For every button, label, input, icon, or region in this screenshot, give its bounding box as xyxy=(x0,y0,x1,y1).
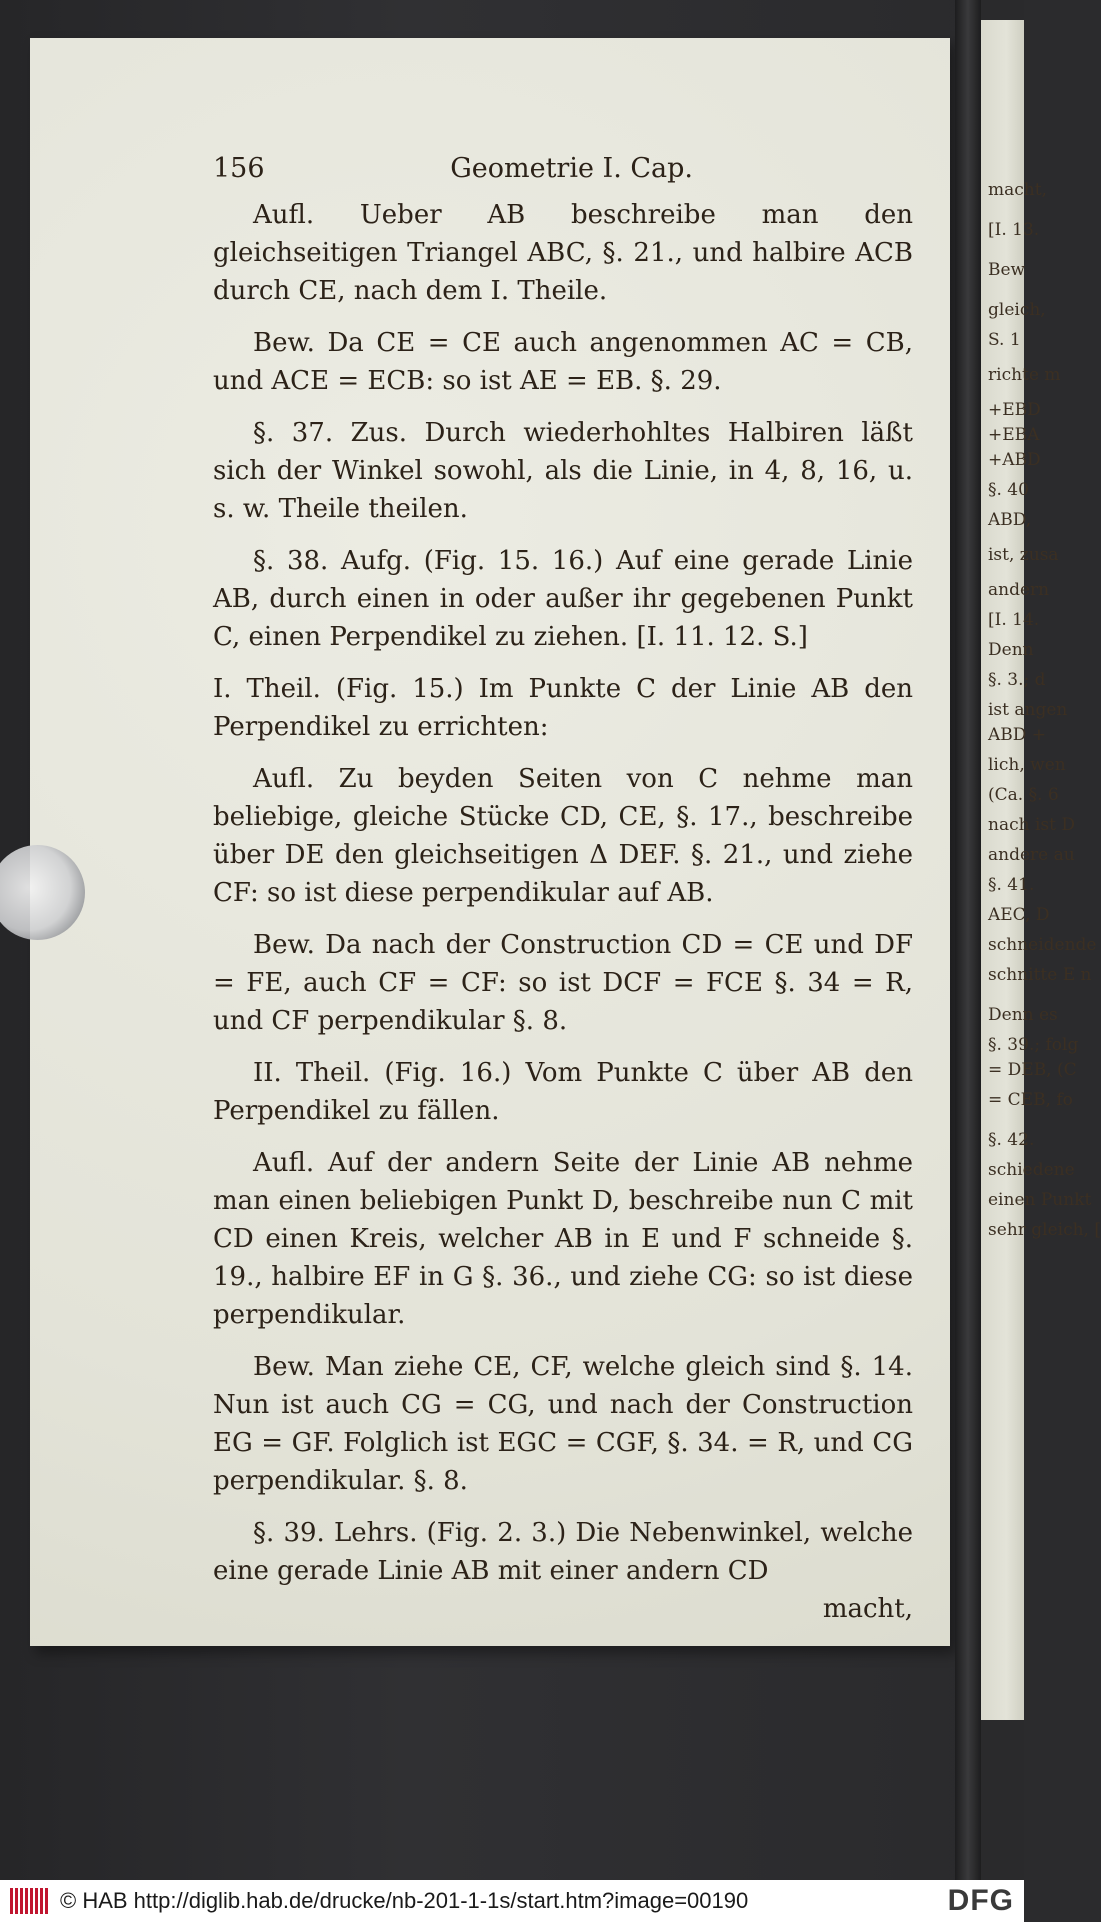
right-page-fragment: andere au xyxy=(988,845,1075,865)
paragraph: Bew. Man ziehe CE, CF, welche gleich sind §. 14. Nun ist auch CG = CG, und nach der Construction EG = GF. Folglich ist EGC = CGF, §. 34. = R, und CG perpendikular. §. 8. xyxy=(213,1352,913,1496)
right-page-fragment: einen Punkt xyxy=(988,1190,1092,1210)
right-page-fragment: richte m xyxy=(988,365,1061,385)
footer-left xyxy=(10,1888,748,1914)
right-page-fragment: lich, wen xyxy=(988,755,1066,775)
dfg-logo: DFG xyxy=(947,1884,1014,1917)
right-page-fragment: schneidende xyxy=(988,935,1097,955)
right-page-fragment: sehr gleich, [ xyxy=(988,1220,1101,1240)
page-number: 156 xyxy=(213,153,265,184)
page-content xyxy=(213,150,913,1628)
right-page-fragment: nach ist D xyxy=(988,815,1075,835)
paragraph: II. Theil. (Fig. 16.) Vom Punkte C über AB den Perpendikel zu fällen. xyxy=(213,1058,913,1126)
page-header xyxy=(213,150,693,188)
right-page-fragment: Bew xyxy=(988,260,1026,280)
right-page-fragment: +EBD xyxy=(988,400,1041,420)
right-page-fragment: = DEB, (C xyxy=(988,1060,1077,1080)
right-page-fragment: §. 41. xyxy=(988,875,1035,895)
right-page-fragment: §. 40 xyxy=(988,480,1029,500)
right-page-fragment: schiedene xyxy=(988,1160,1075,1180)
right-page-fragment: §. 42. xyxy=(988,1130,1035,1150)
right-page-fragment: [I. 14. xyxy=(988,610,1040,630)
right-page-fragment: = CEB, fo xyxy=(988,1090,1073,1110)
footer-citation[interactable]: © HAB http://diglib.hab.de/drucke/nb-201-1-1s/start.htm?image=00190 xyxy=(60,1888,749,1913)
right-page-fragment: +ABD xyxy=(988,450,1041,470)
right-page-fragment: andern xyxy=(988,580,1050,600)
paragraph: Aufl. Zu beyden Seiten von C nehme man beliebige, gleiche Stücke CD, CE, §. 17., beschreibe über DE den gleichseitigen Δ DEF. §. 21., und ziehe CF: so ist diese perpendikular auf AB. xyxy=(213,764,913,908)
paragraph: Bew. Da CE = CE auch angenommen AC = CB, und ACE = ECB: so ist AE = EB. §. 29. xyxy=(213,328,913,396)
right-page-fragment: AEC, D xyxy=(988,905,1050,925)
right-page-fragment: ABD, xyxy=(988,510,1032,530)
paragraph: Aufl. Auf der andern Seite der Linie AB nehme man einen beliebigen Punkt D, beschreibe nun C mit CD einen Kreis, welcher AB in E und F schneide §. 19., halbire EF in G §. 36., und ziehe CG: so ist diese perpendikular. xyxy=(213,1148,913,1330)
right-page-fragment: ist angen xyxy=(988,700,1068,720)
right-page-fragment: S. 1 xyxy=(988,330,1021,350)
right-page-fragment: §. 39.; folg xyxy=(988,1035,1079,1055)
right-page-fragment: macht, xyxy=(988,180,1047,200)
paragraph: Bew. Da nach der Construction CD = CE und DF = FE, auch CF = CF: so ist DCF = FCE §. 34 = R, und CF perpendikular §. 8. xyxy=(213,930,913,1036)
paragraph: §. 37. Zus. Durch wiederhohltes Halbiren läßt sich der Winkel sowohl, als die Linie, in 4, 8, 16, u. s. w. Theile theilen. xyxy=(213,418,913,524)
right-page-fragment: §. 3.; d xyxy=(988,670,1046,690)
footer-bar xyxy=(0,1880,1024,1922)
barcode-icon xyxy=(10,1888,48,1914)
right-page-fragment: gleich, xyxy=(988,300,1046,320)
paragraph: I. Theil. (Fig. 15.) Im Punkte C der Linie AB den Perpendikel zu errichten: xyxy=(213,674,913,742)
right-page-fragment: Denn es xyxy=(988,1005,1058,1025)
right-page-fragment: [I. 13. xyxy=(988,220,1040,240)
right-page-fragment: (Ca. §. 6 xyxy=(988,785,1059,805)
paragraph: §. 39. Lehrs. (Fig. 2. 3.) Die Nebenwinkel, welche eine gerade Linie AB mit einer andern CD xyxy=(213,1518,913,1586)
paragraph: Aufl. Ueber AB beschreibe man den gleichseitigen Triangel ABC, §. 21., und halbire ACB durch CE, nach dem I. Theile. xyxy=(213,200,913,306)
right-page-fragment: Denn xyxy=(988,640,1034,660)
running-head: Geometrie I. Cap. xyxy=(450,153,693,184)
right-page-edge xyxy=(980,20,1101,1720)
catchword: macht, xyxy=(822,1594,913,1624)
book-gutter xyxy=(955,0,981,1880)
right-page-fragment: schnitte E n xyxy=(988,965,1092,985)
right-page-fragment: ABD + xyxy=(988,725,1047,745)
right-page-fragment: ist, zusa xyxy=(988,545,1059,565)
paragraph: §. 38. Aufg. (Fig. 15. 16.) Auf eine gerade Linie AB, durch einen in oder außer ihr gegebenen Punkt C, einen Perpendikel zu ziehen. [I. 11. 12. S.] xyxy=(213,546,913,652)
right-page-fragment: +EBA xyxy=(988,425,1040,445)
